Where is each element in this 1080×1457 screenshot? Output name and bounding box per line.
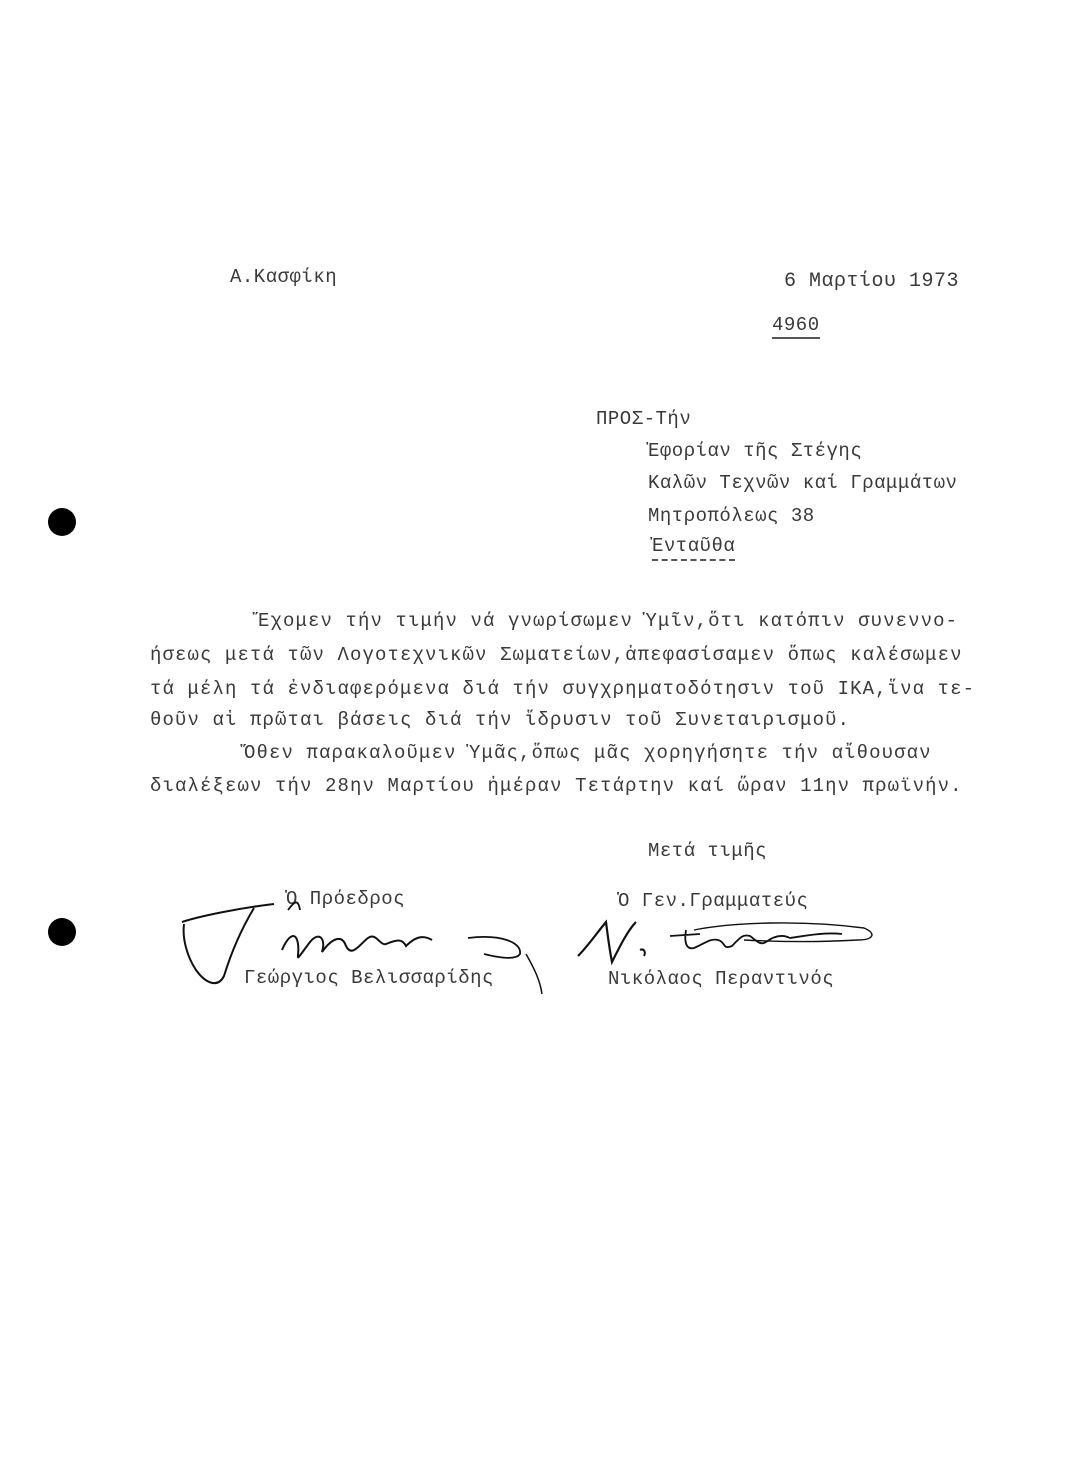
body-line-1: Ἔχομεν τήν τιμήν νά γνωρίσωμεν Ὑμῖν,ὅτι κατόπιν συνεννο- (258, 610, 959, 632)
body-line-4: θοῦν αἱ πρῶται βάσεις διά τήν ἵδρυσιν τοῦ Συνεταιρισμοῦ. (150, 709, 851, 731)
punch-hole-top (48, 508, 76, 536)
right-signatory-name: Νικόλαος Περαντινός (608, 968, 835, 990)
recipient-heading: ΠΡΟΣ-Τήν (596, 408, 692, 430)
right-signatory-title: Ὁ Γεν.Γραμματεύς (618, 890, 809, 912)
reference-number: 4960 (772, 316, 820, 339)
closing: Μετά τιμῆς (648, 840, 768, 862)
body-line-6: διαλέξεων τήν 28ην Μαρτίου ἡμέραν Τετάρτην καί ὥραν 11ην πρωϊνήν. (150, 775, 963, 797)
left-signatory-name: Γεώργιος Βελισσαρίδης (244, 967, 494, 989)
recipient-line-4: Ἐνταῦθα (652, 537, 735, 561)
body-line-3: τά μέλη τά ἐνδιαφερόμενα διά τήν συγχρηματοδότησιν τοῦ ΙΚΑ,ἵνα τε- (150, 678, 976, 700)
recipient-line-1: Ἐφορίαν τῆς Στέγης (648, 440, 863, 462)
recipient-line-2: Καλῶν Τεχνῶν καί Γραμμάτων (648, 472, 958, 494)
recipient-line-3: Μητροπόλεως 38 (648, 505, 815, 527)
body-line-2: ήσεως μετά τῶν Λογοτεχνικῶν Σωματείων,ἀπεφασίσαμεν ὅπως καλέσωμεν (150, 644, 963, 666)
punch-hole-bottom (48, 918, 76, 946)
letter-date: 6 Μαρτίου 1973 (784, 270, 960, 293)
sender-name: Α.Κασφίκη (230, 266, 338, 288)
left-signatory-title: Ὁ Πρόεδρος (286, 888, 406, 910)
body-line-5: Ὅθεν παρακαλοῦμεν Ὑμᾶς,ὅπως μᾶς χορηγήσητε τήν αἴθουσαν (244, 742, 932, 764)
